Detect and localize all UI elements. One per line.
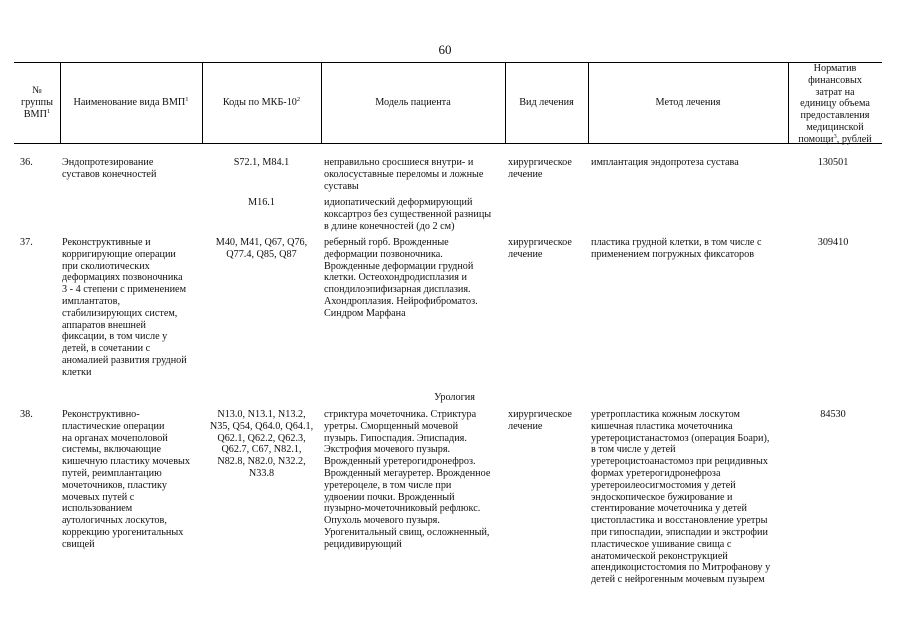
row-38-codes: N13.0, N13.1, N13.2, N35, Q54, Q64.0, Q64.1, Q62.1, Q62.2, Q62.3, Q62.7, C67, N82.1, N82.8, N82.0, N32.2, N33.8	[209, 409, 314, 479]
header-bottom-border	[14, 143, 882, 144]
header-col-codes: Коды по МКБ-$10^2$	[222, 96, 301, 108]
row-36-name: Эндопротезирование суставов конечностей	[62, 157, 157, 180]
header-top-border	[14, 62, 882, 63]
header-col-name: Наименование вида ВМП$^1$	[73, 96, 189, 108]
row-38-method: уретропластика кожным лоскутом кишечная пластика мочеточника уретероцистанастомоз (операция Боари), в том числе у детей уретероцистоанастомоз при рецидивных формах уретерогидронефроза уретероилеосигмостомия у детей эндоскопическое бужирование и стентирование мочеточника у детей цистопластика и восстановление уретры при гипоспадии, эписпадии и экстрофии пластическое ушивание свища с анатомической реконструкцией апендикоцистостомия по Митрофанову у детей с нейрогенным мочевым пузырем	[591, 409, 771, 586]
row-37-treatment-type: хирургическое лечение	[508, 237, 572, 260]
row-36-codes: S72.1, M84.1	[233, 157, 290, 168]
row-36-method: имплантация эндопротеза сустава	[591, 157, 739, 168]
row-38-name: Реконструктивно- пластические операции на органах мочеполовой системы, включающие кишечную пластику мочевых путей, реимплантацию мочеточников, пластику мочевых путей с использованием аутологичных лоскутов, коррекцию урогенитальных свищей	[62, 409, 190, 550]
header-col-model: Модель пациента	[375, 97, 451, 108]
row-38-treatment-type: хирургическое лечение	[508, 409, 572, 432]
row-36-treatment-type: хирургическое лечение	[508, 157, 572, 180]
row-37-number: 37.	[20, 237, 33, 248]
row-36-number: 36.	[20, 157, 33, 168]
header-col-norm: Норматив финансовых затрат на единицу объема предоставления медицинской помощи$^3$, рублей	[798, 63, 872, 145]
row-37-codes: M40, M41, Q67, Q76, Q77.4, Q85, Q87	[215, 237, 308, 260]
header-col-method: Метод лечения	[655, 97, 721, 108]
row-37-name: Реконструктивные и корригирующие операции при сколиотических деформациях позвоночника 3 - 4 степени с применением имплантатов, стабилизирующих систем, аппаратов внешней фиксации, в том числе у детей, в сочетании с аномалией развития грудной клетки	[62, 237, 187, 378]
row-36-model-2: идиопатический деформирующий коксартроз без существенной разницы в длине конечностей (до 2 см)	[324, 197, 492, 232]
header-col-number: № группы ВМП$^1$	[21, 85, 53, 120]
row-36-codes-2: M16.1	[248, 197, 275, 208]
row-36-norm: 130501	[817, 157, 849, 168]
row-36-model: неправильно сросшиеся внутри- и околосуставные переломы и ложные суставы	[324, 157, 484, 192]
section-title-urology: Урология	[434, 392, 475, 403]
row-37-model: реберный горб. Врожденные деформации позвоночника. Врожденные деформации грудной клетки. Остеохондродисплазия и спондилоэпифизарная дисплазия. Ахондроплазия. Нейрофиброматоз. Синдром Марфана	[324, 237, 478, 319]
row-38-model: стриктура мочеточника. Стриктура уретры. Сморщенный мочевой пузырь. Гипоспадия. Эписпадия. Экстрофия мочевого пузыря. Врожденный уретерогидронефроз. Врожденный мегауретер. Врожденное уретероцеле, в том числе при удвоении почки. Врожденный пузырно-мочеточниковый рефлюкс. Опухоль мочевого пузыря. Урогенитальный свищ, осложненный, рецидивирующий	[324, 409, 491, 550]
row-38-number: 38.	[20, 409, 33, 420]
row-38-norm: 84530	[820, 409, 846, 420]
page-number: 60	[438, 42, 452, 57]
header-col-treatment-type: Вид лечения	[519, 97, 574, 108]
row-37-method: пластика грудной клетки, в том числе с применением погружных фиксаторов	[591, 237, 762, 260]
row-37-norm: 309410	[817, 237, 849, 248]
